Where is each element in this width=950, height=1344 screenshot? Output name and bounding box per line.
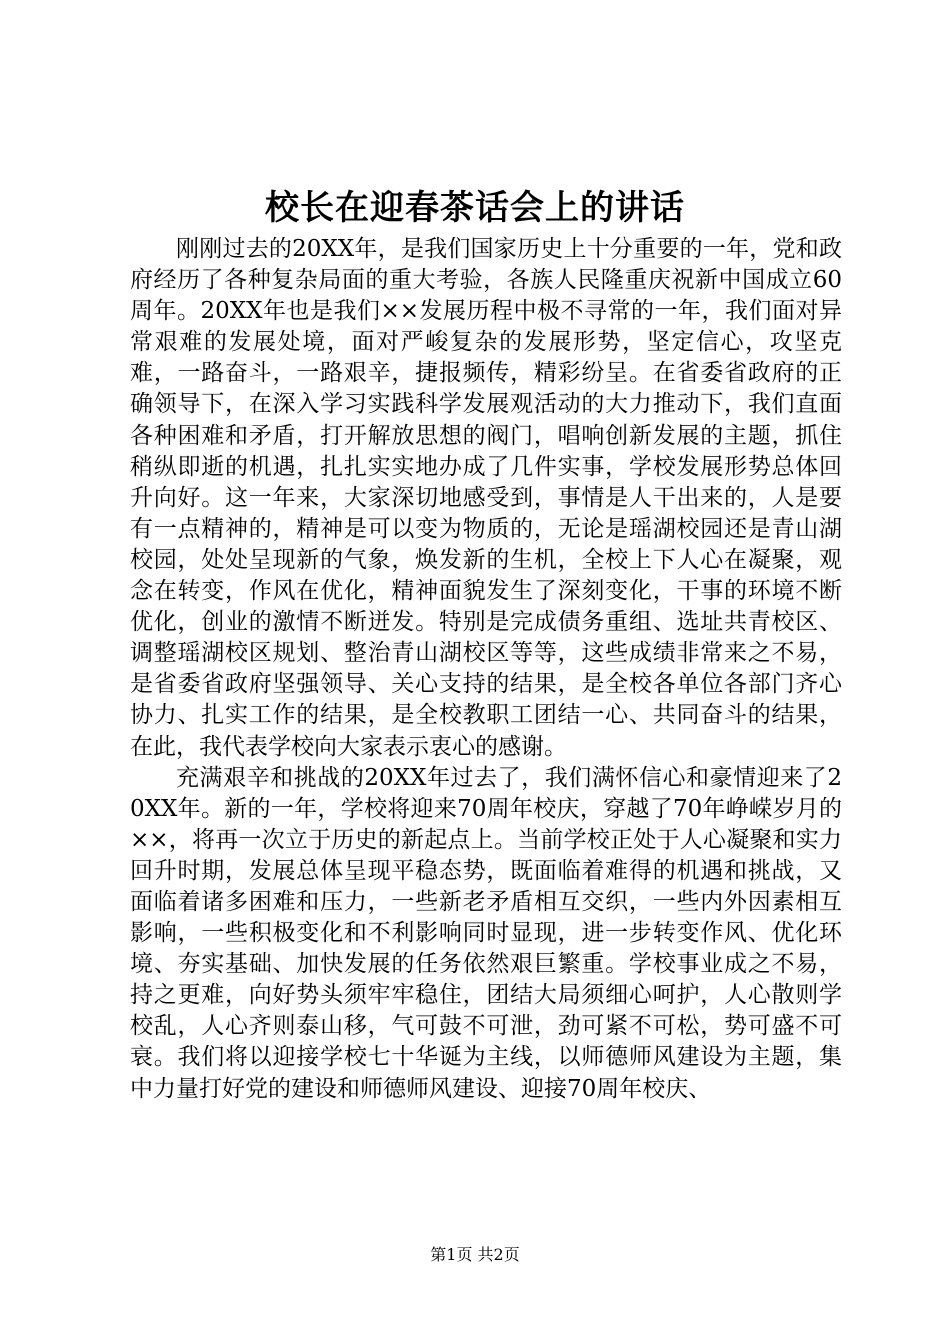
page-number-footer: 第1页 共2页: [430, 1245, 520, 1264]
document-title: 校长在迎春茶话会上的讲话: [265, 188, 685, 228]
paragraph-1: 刚刚过去的20XX年，是我们国家历史上十分重要的一年，党和政府经历了各种复杂局面的重大考验，各族人民隆重庆祝新中国成立60周年。20XX年也是我们××发展历程中极不寻常的一年，我们面对异常艰难的发展处境，面对严峻复杂的发展形势，坚定信心，攻坚克难，一路奋斗，一路艰辛，捷报频传，精彩纷呈。在省委省政府的正确领导下，在深入学习实践科学发展观活动的大力推动下，我们直面各种困难和矛盾，打开解放思想的阀门，唱响创新发展的主题，抓住稍纵即逝的机遇，扎扎实实地办成了几件实事，学校发展形势总体回升向好。这一年来，大家深切地感受到，事情是人干出来的，人是要有一点精神的，精神是可以变为物质的，无论是瑶湖校园还是青山湖校园，处处呈现新的气象，焕发新的生机，全校上下人心在凝聚，观念在转变，作风在优化，精神面貌发生了深刻变化，干事的环境不断优化，创业的激情不断迸发。特别是完成债务重组、选址共青校区、调整瑶湖校区规划、整治青山湖校区等等，这些成绩非常来之不易，是省委省政府坚强领导、关心支持的结果，是全校各单位各部门齐心协力、扎实工作的结果，是全校教职工团结一心、共同奋斗的结果，在此，我代表学校向大家表示衷心的感谢。: [130, 236, 842, 760]
document-body: [130, 234, 842, 1105]
paragraph-2: 充满艰辛和挑战的20XX年过去了，我们满怀信心和豪情迎来了20XX年。新的一年，学校将迎来70周年校庆，穿越了70年峥嵘岁月的××，将再一次立于历史的新起点上。当前学校正处于人心凝聚和实力回升时期，发展总体呈现平稳态势，既面临着难得的机遇和挑战，又面临着诸多困难和压力，一些新老矛盾相互交织，一些内外因素相互影响，一些积极变化和不利影响同时显现，进一步转变作风、优化环境、夯实基础、加快发展的任务依然艰巨繁重。学校事业成之不易，持之更难，向好势头须牢牢稳住，团结大局须细心呵护，人心散则学校乱，人心齐则泰山移，气可鼓不可泄，劲可紧不可松，势可盛不可衰。我们将以迎接学校七十华诞为主线，以师德师风建设为主题，集中力量打好党的建设和师德师风建设、迎接70周年校庆、: [130, 764, 842, 1102]
